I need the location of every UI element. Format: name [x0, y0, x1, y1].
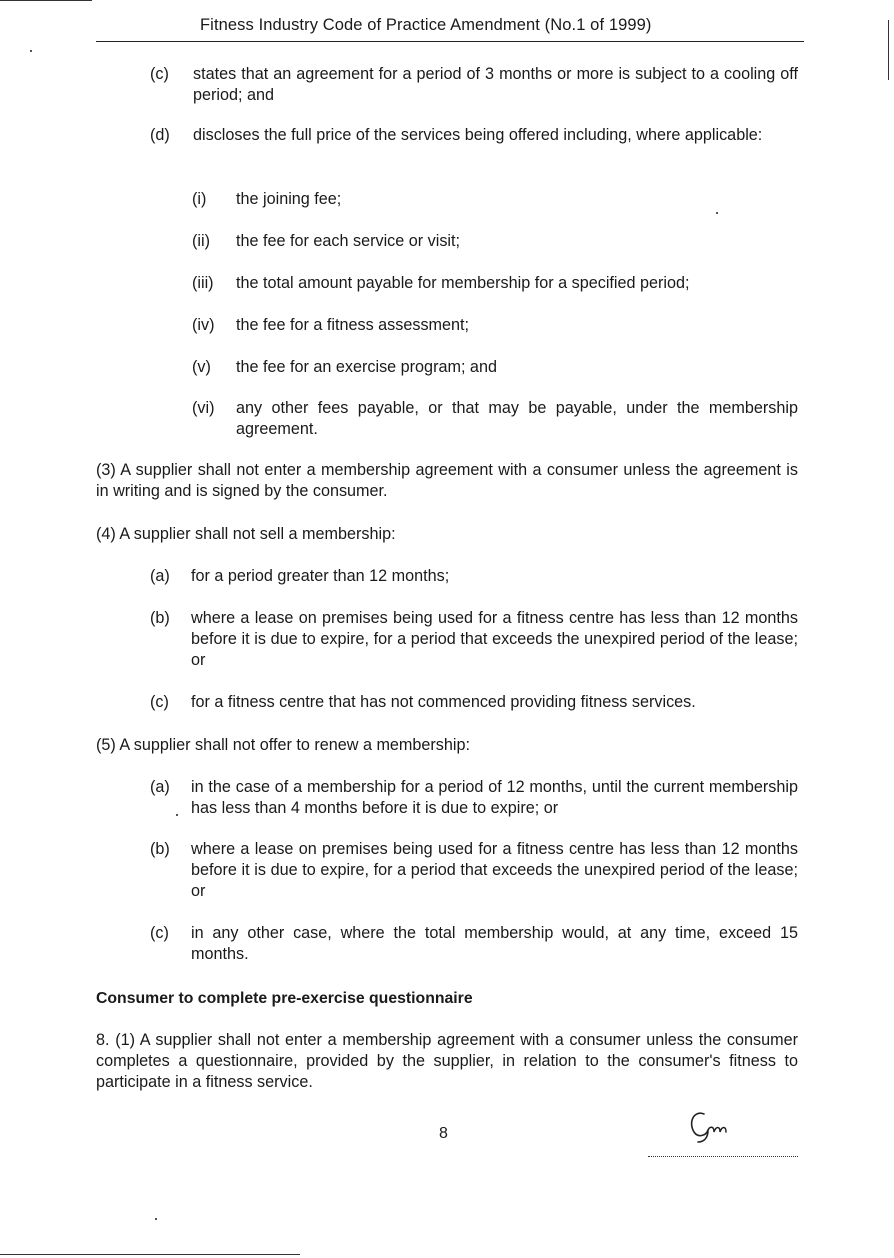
scan-edge-right [888, 20, 889, 80]
scan-edge-top [0, 0, 92, 1]
item-text: discloses the full price of the services being offered including, where applicable: [193, 126, 763, 144]
page-header [96, 13, 804, 42]
item-label: (c) [150, 693, 169, 711]
paragraph-4-intro: (4) A supplier shall not sell a membership: [96, 525, 396, 543]
item-text: in any other case, where the total membership would, at any time, exceed 15 months. [191, 924, 798, 963]
page-number: 8 [439, 1125, 448, 1142]
item-text: the joining fee; [236, 190, 342, 208]
scan-speck [155, 1218, 157, 1220]
section-8-paragraph: 8. (1) A supplier shall not enter a membership agreement with a consumer unless the consumer completes a questionnaire, provided by the supplier, in relation to the consumer's fitness to participate in a fitness service. [96, 1031, 798, 1091]
item-label: (c) [150, 65, 169, 83]
item-text: the fee for each service or visit; [236, 232, 461, 250]
item-text: in the case of a membership for a period of 12 months, until the current membership has less than 4 months before it is due to expire; or [191, 778, 798, 817]
item-text: where a lease on premises being used for a fitness centre has less than 12 months before it is due to expire, for a period that exceeds the unexpired period of the lease; or [191, 840, 798, 900]
paragraph-5-intro: (5) A supplier shall not offer to renew a membership: [96, 736, 471, 754]
scan-speck [176, 814, 178, 816]
item-text: any other fees payable, or that may be payable, under the membership agreement. [236, 399, 798, 438]
scan-edge-bottom [0, 1254, 300, 1255]
item-text: the total amount payable for membership for a specified period; [236, 274, 690, 292]
item-text: the fee for a fitness assessment; [236, 316, 470, 334]
scan-speck [716, 212, 718, 214]
item-label: (b) [150, 609, 170, 627]
item-label: (i) [192, 190, 207, 208]
item-text: where a lease on premises being used for a fitness centre has less than 12 months before it is due to expire, for a period that exceeds the unexpired period of the lease; or [191, 609, 798, 669]
item-label: (d) [150, 126, 170, 144]
item-text: for a period greater than 12 months; [191, 567, 450, 585]
section-heading: Consumer to complete pre-exercise questionnaire [96, 990, 473, 1007]
document-title: Fitness Industry Code of Practice Amendment (No.1 of 1999) [200, 16, 652, 34]
item-text: for a fitness centre that has not commenced providing fitness services. [191, 693, 696, 711]
signature-line [648, 1155, 798, 1157]
item-label: (iii) [192, 274, 214, 292]
item-label: (v) [192, 358, 211, 376]
item-label: (a) [150, 567, 170, 585]
item-label: (vi) [192, 399, 215, 417]
paragraph-3: (3) A supplier shall not enter a membership agreement with a consumer unless the agreement is in writing and is signed by the consumer. [96, 461, 798, 500]
item-text: states that an agreement for a period of 3 months or more is subject to a cooling off period; and [193, 65, 798, 104]
initials-signature [686, 1108, 734, 1154]
item-label: (iv) [192, 316, 215, 334]
item-label: (b) [150, 840, 170, 858]
scan-speck [30, 50, 32, 52]
item-label: (a) [150, 778, 170, 796]
item-label: (c) [150, 924, 169, 942]
item-text: the fee for an exercise program; and [236, 358, 497, 376]
item-label: (ii) [192, 232, 210, 250]
